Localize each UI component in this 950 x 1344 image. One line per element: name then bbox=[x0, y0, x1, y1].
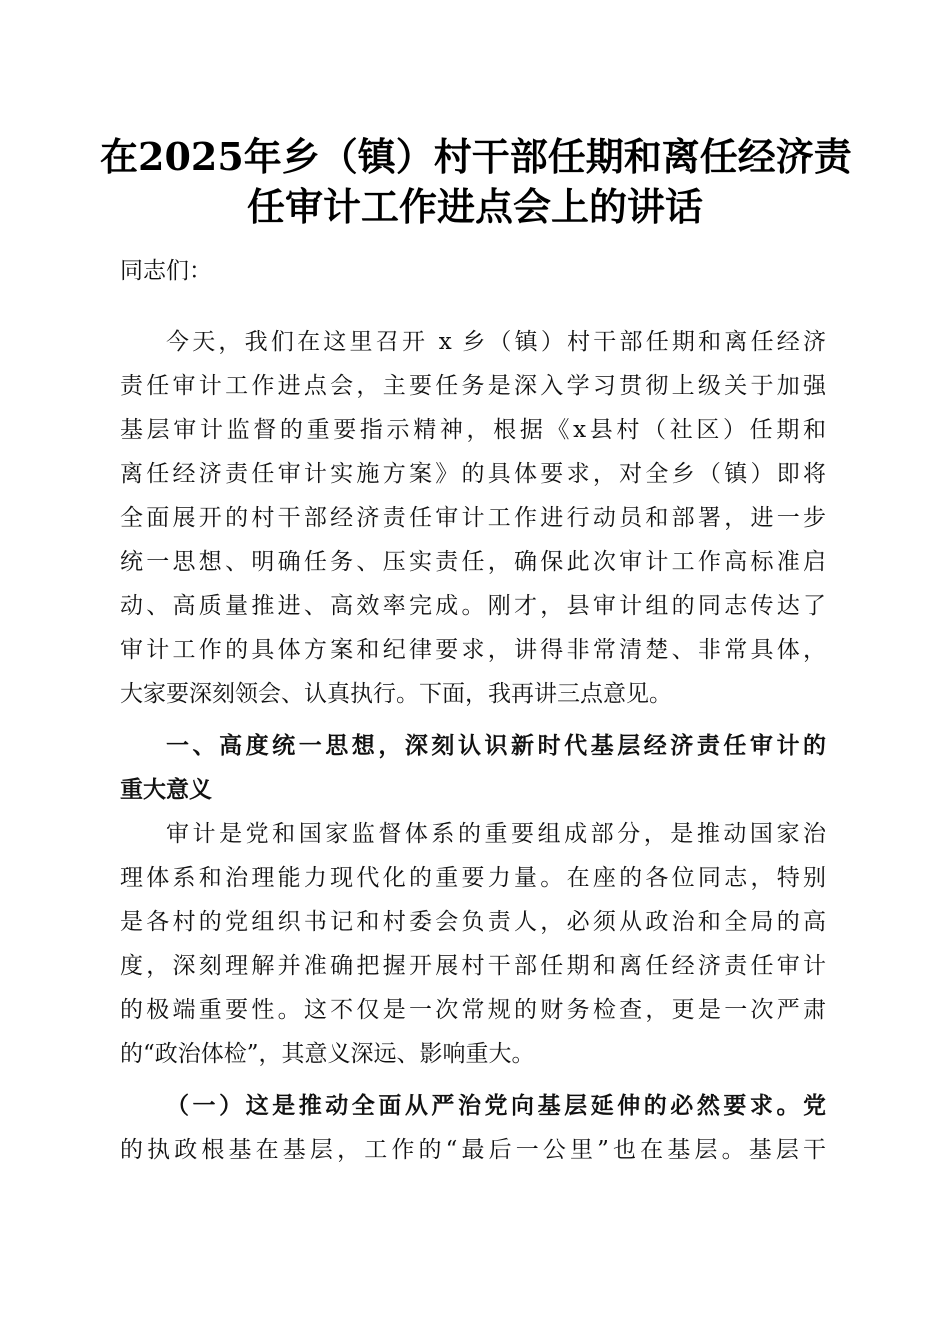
salutation: 同志们： bbox=[120, 258, 212, 284]
title-line-1: 在2025年乡（镇）村干部任期和离任经济责 bbox=[100, 134, 852, 179]
para3-line: 的执政根基在基层，工作的“最后一公里”也在基层。基层干 bbox=[120, 1137, 826, 1163]
section-heading-1-cont: 重大意义 bbox=[120, 777, 212, 803]
intro-line: 大家要深刻领会、认真执行。下面，我再讲三点意见。 bbox=[120, 681, 672, 707]
intro-line: 动、高质量推进、高效率完成。刚才，县审计组的同志传达了 bbox=[120, 593, 826, 619]
title-line-2: 任审计工作进点会上的讲话 bbox=[246, 184, 703, 229]
para2-line: 的“政治体检”，其意义深远、影响重大。 bbox=[120, 1041, 535, 1067]
intro-line: 离任经济责任审计实施方案》的具体要求，对全乡（镇）即将 bbox=[120, 461, 826, 487]
intro-line: 审计工作的具体方案和纪律要求，讲得非常清楚、非常具体， bbox=[120, 637, 826, 663]
para2-line: 是各村的党组织书记和村委会负责人，必须从政治和全局的高 bbox=[120, 909, 826, 935]
para2-line: 度，深刻理解并准确把握开展村干部任期和离任经济责任审计 bbox=[120, 953, 826, 979]
document-title bbox=[100, 132, 850, 232]
intro-line: 责任审计工作进点会，主要任务是深入学习贯彻上级关于加强 bbox=[120, 373, 826, 399]
para2-line: 的极端重要性。这不仅是一次常规的财务检查，更是一次严肃 bbox=[120, 997, 826, 1023]
para2-line: 审计是党和国家监督体系的重要组成部分，是推动国家治 bbox=[166, 821, 826, 847]
intro-line: 基层审计监督的重要指示精神，根据《x县村（社区）任期和 bbox=[120, 417, 826, 443]
intro-line: 统一思想、明确任务、压实责任，确保此次审计工作高标准启 bbox=[120, 549, 826, 575]
intro-line: 全面展开的村干部经济责任审计工作进行动员和部署，进一步 bbox=[120, 505, 826, 531]
intro-line: 今天，我们在这里召开 x 乡（镇）村干部任期和离任经济 bbox=[166, 329, 826, 355]
subsection-heading-1: （一）这是推动全面从严治党向基层延伸的必然要求。党 bbox=[166, 1092, 826, 1119]
section-heading-1: 一、高度统一思想，深刻认识新时代基层经济责任审计的 bbox=[166, 733, 826, 759]
para2-line: 理体系和治理能力现代化的重要力量。在座的各位同志，特别 bbox=[120, 865, 826, 891]
